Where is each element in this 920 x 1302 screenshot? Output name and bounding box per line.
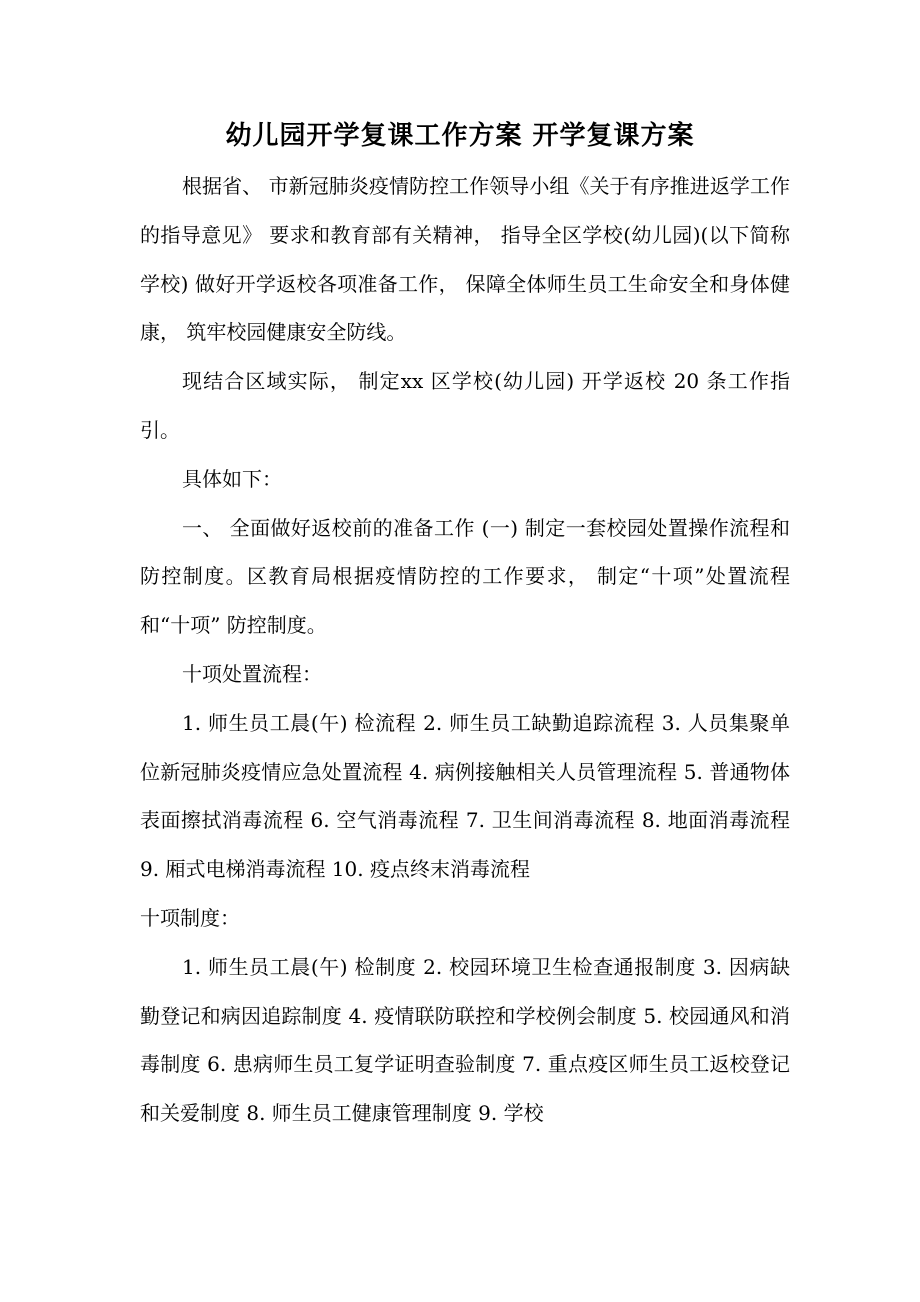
paragraph-preparation: 一、 全面做好返校前的准备工作 (一) 制定一套校园处置操作流程和防控制度。区教育局根据疫情防控的工作要求， 制定“十项”处置流程和“十项” 防控制度。 bbox=[140, 515, 790, 638]
paragraph-procedures-list: 1. 师生员工晨(午) 检流程 2. 师生员工缺勤追踪流程 3. 人员集聚单位新冠肺炎疫情应急处置流程 4. 病例接触相关人员管理流程 5. 普通物体表面擦拭消毒流程 6. 空气消毒流程 7. 卫生间消毒流程 8. 地面消毒流程 9. 厢式电梯消毒流程 10. 疫点终末消毒流程 bbox=[140, 710, 790, 882]
paragraph-systems-list: 1. 师生员工晨(午) 检制度 2. 校园环境卫生检查通报制度 3. 因病缺勤登记和病因追踪制度 4. 疫情联防联控和学校例会制度 5. 校园通风和消毒制度 6. 患病师生员工复学证明查验制度 7. 重点疫区师生员工返校登记和关爱制度 8. 师生员工健康管理制度 9. 学校 bbox=[140, 954, 790, 1126]
paragraph-systems-heading: 十项制度： bbox=[140, 905, 240, 930]
paragraph-intro: 根据省、 市新冠肺炎疫情防控工作领导小组《关于有序推进返学工作的指导意见》 要求和教育部有关精神， 指导全区学校(幼儿园)(以下简称学校) 做好开学返校各项准备工作， 保障全体师生员工生命安全和身体健康， 筑牢校园健康安全防线。 bbox=[140, 174, 790, 345]
document-body bbox=[140, 162, 790, 1138]
document-title: 幼儿园开学复课工作方案 开学复课方案 bbox=[225, 121, 695, 151]
paragraph-procedures-heading: 十项处置流程： bbox=[182, 661, 322, 686]
paragraph-details-heading: 具体如下： bbox=[182, 466, 282, 491]
paragraph-guidelines: 现结合区域实际， 制定xx 区学校(幼儿园) 开学返校 20 条工作指引。 bbox=[140, 369, 790, 442]
